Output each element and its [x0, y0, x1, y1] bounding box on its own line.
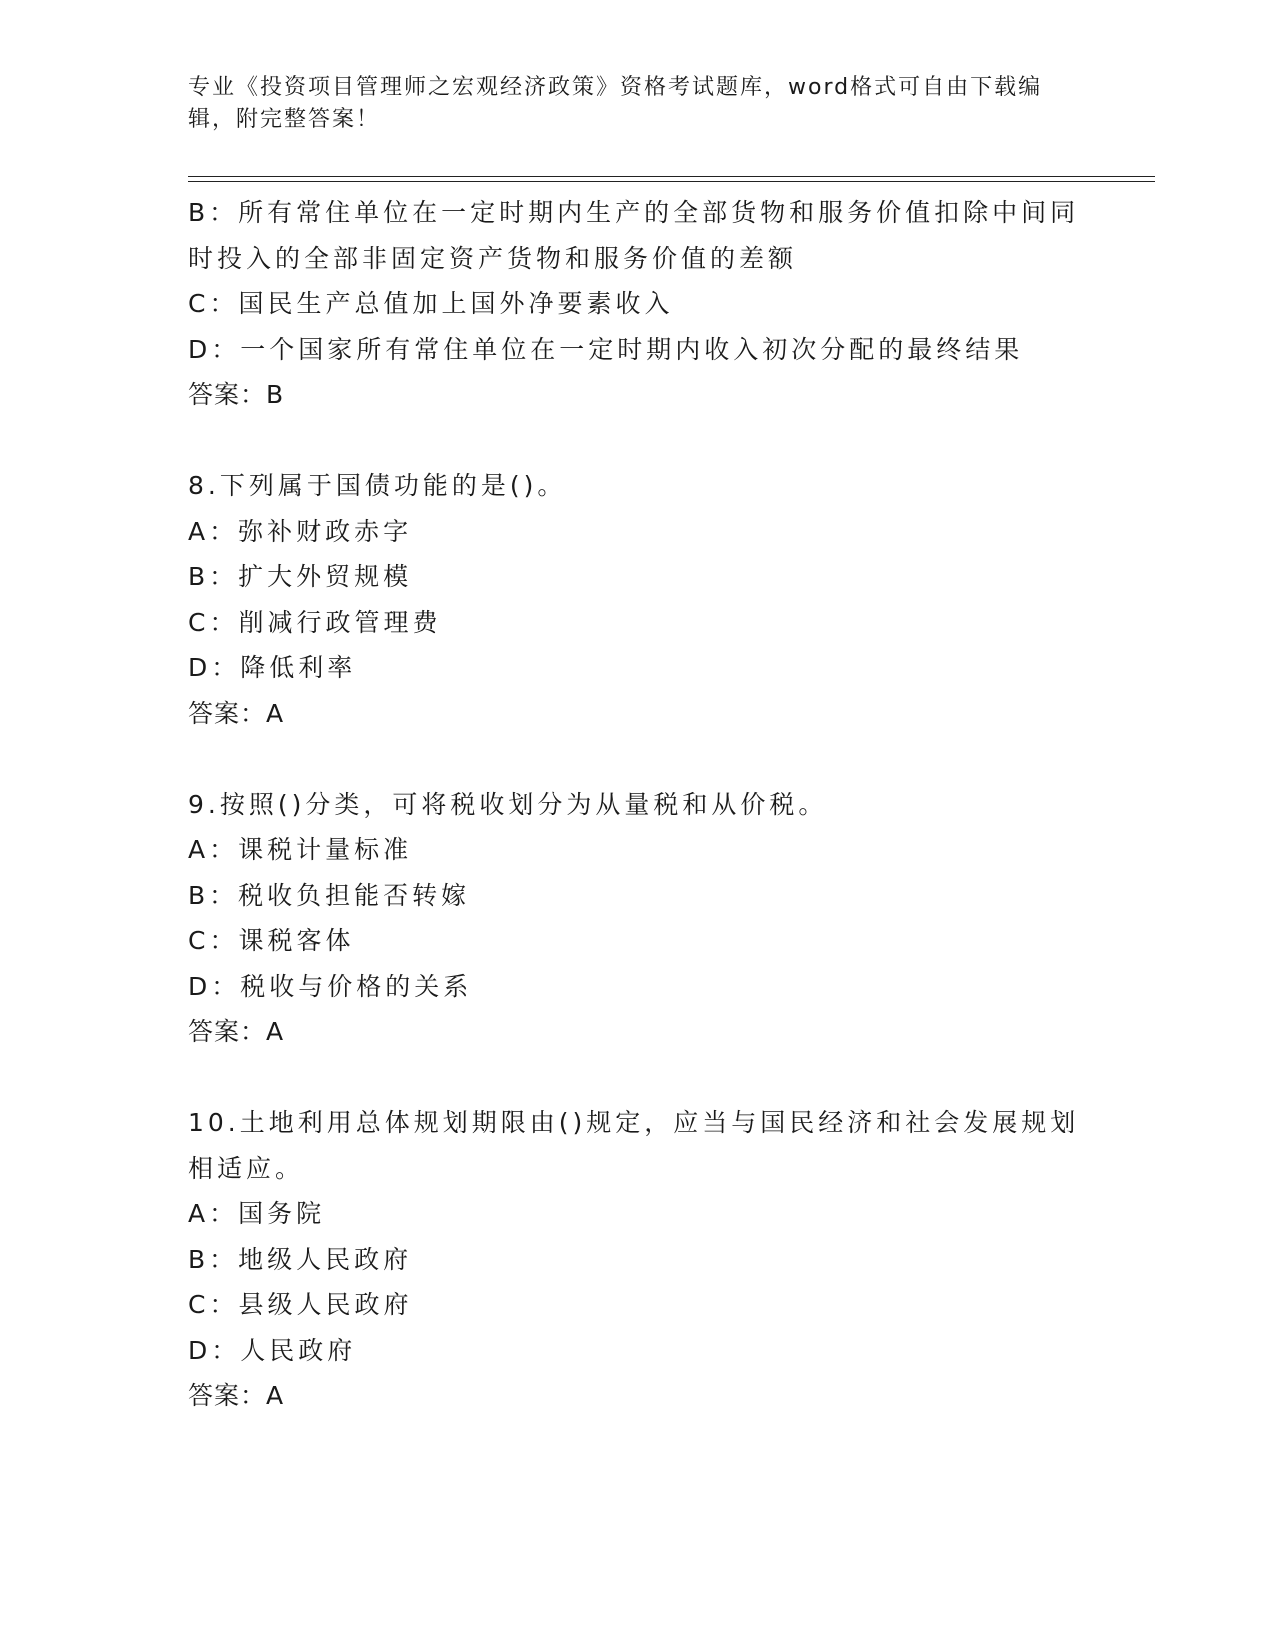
option-b: B：扩大外贸规模	[188, 562, 413, 591]
header-text: 专业《投资项目管理师之宏观经济政策》资格考试题库，word格式可自由下载编辑，附完整答案！	[188, 75, 1043, 132]
option-c: C：削减行政管理费	[188, 607, 442, 637]
option-a: A：国务院	[188, 1199, 326, 1228]
question-10	[188, 1100, 1088, 1419]
spacer	[188, 1055, 1088, 1101]
option-a: A：课税计量标准	[188, 835, 413, 864]
option-b: B：税收负担能否转嫁	[188, 880, 471, 910]
question-stem: 8.下列属于国债功能的是()。	[188, 471, 567, 500]
answer-line: 答案：A	[188, 1017, 285, 1046]
answer-line: 答案：A	[188, 1381, 285, 1410]
question-7-fragment	[188, 190, 1088, 418]
option-d: D：人民政府	[188, 1335, 357, 1365]
option-c: C：县级人民政府	[188, 1290, 413, 1319]
option-b: B：所有常住单位在一定时期内生产的全部货物和服务价值扣除中间同时投入的全部非固定资产货物和服务价值的差额	[188, 198, 1080, 273]
option-c: C：国民生产总值加上国外净要素收入	[188, 289, 674, 318]
option-b: B：地级人民政府	[188, 1244, 413, 1274]
document-header	[188, 72, 1088, 136]
option-d: D：税收与价格的关系	[188, 971, 473, 1001]
spacer	[188, 418, 1088, 464]
answer-line: 答案：A	[188, 698, 285, 728]
answer-line: 答案：B	[188, 380, 285, 409]
option-c: C：课税客体	[188, 926, 355, 955]
question-9	[188, 782, 1088, 1055]
option-d: D：一个国家所有常住单位在一定时期内收入初次分配的最终结果	[188, 334, 1024, 364]
spacer	[188, 736, 1088, 782]
question-content	[188, 190, 1088, 1419]
question-stem: 10.土地利用总体规划期限由()规定，应当与国民经济和社会发展规划相适应。	[188, 1108, 1080, 1183]
option-d: D：降低利率	[188, 653, 357, 682]
header-rule-top	[188, 176, 1155, 177]
question-8	[188, 463, 1088, 736]
option-a: A：弥补财政赤字	[188, 516, 413, 546]
header-rule-bottom	[188, 181, 1155, 182]
question-stem: 9.按照()分类，可将税收划分为从量税和从价税。	[188, 789, 828, 819]
